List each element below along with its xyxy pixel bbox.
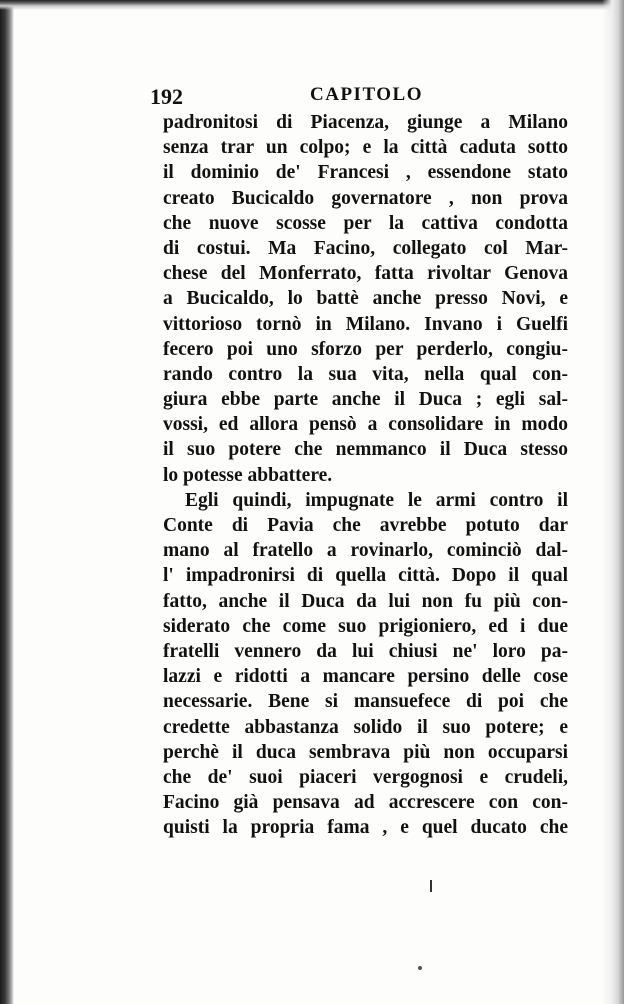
text-line: lazzi e ridotti a mancare persino delle cose — [163, 666, 568, 688]
text-line: vittorioso tornò in Milano. Invano i Guelfi — [163, 313, 568, 335]
text-line: fatto, anche il Duca da lui non fu più con- — [163, 590, 568, 612]
text-line: Conte di Pavia che avrebbe potuto dar — [163, 515, 568, 536]
page-header — [150, 84, 570, 112]
scan-top-edge — [0, 0, 624, 10]
text-line: perchè il duca sembrava più non occuparsi — [163, 741, 568, 763]
text-line: credette abbastanza solido il suo potere; e — [163, 716, 568, 738]
text-line: vossi, ed allora pensò a consolidare in modo — [163, 414, 568, 436]
text-line: Egli quindi, impugnate le armi contro il — [185, 489, 568, 511]
paper-speck — [418, 966, 422, 970]
scan-binding-edge — [0, 0, 14, 1004]
scan-right-edge — [602, 0, 624, 1004]
text-line: siderato che come suo prigioniero, ed i due — [163, 615, 568, 637]
text-line: Facino già pensava ad accrescere con con- — [163, 792, 568, 814]
text-line: rando contro la sua vita, nella qual con- — [163, 363, 568, 385]
text-line: senza trar un colpo; e la città caduta sotto — [163, 137, 568, 159]
page-number: 192 — [150, 84, 183, 109]
running-head: CAPITOLO — [310, 84, 424, 105]
text-line: lo potesse abbattere. — [163, 464, 333, 486]
text-line: quisti la propria fama , e quel ducato che — [163, 817, 568, 839]
text-line: creato Bucicaldo governatore , non prova — [163, 187, 568, 209]
text-line: fecero poi uno sforzo per perderlo, congiu- — [163, 338, 568, 360]
text-line: mano al fratello a rovinarlo, cominciò dal- — [163, 540, 568, 562]
text-line: l' impadronirsi di quella città. Dopo il qual — [163, 565, 568, 587]
text-line: a Bucicaldo, lo battè anche presso Novi, e — [163, 288, 568, 310]
text-line: necessarie. Bene si mansuefece di poi che — [163, 691, 568, 713]
text-line: chese del Monferrato, fatta rivoltar Genova — [163, 263, 568, 285]
text-line: il dominio de' Francesi , essendone stato — [163, 162, 568, 184]
text-line: che nuove scosse per la cattiva condotta — [163, 212, 568, 234]
text-line: di costui. Ma Facino, collegato col Mar- — [163, 237, 568, 259]
text-line: giura ebbe parte anche il Duca ; egli sal- — [163, 389, 568, 411]
text-line: che de' suoi piaceri vergognosi e crudeli, — [163, 766, 568, 788]
text-line: fratelli vennero da lui chiusi ne' loro pa- — [163, 640, 568, 662]
body-text — [163, 110, 568, 840]
text-line: il suo potere che nemmanco il Duca stesso — [163, 439, 568, 461]
text-line: padronitosi di Piacenza, giunge a Milano — [163, 112, 568, 133]
print-mark — [430, 880, 432, 892]
